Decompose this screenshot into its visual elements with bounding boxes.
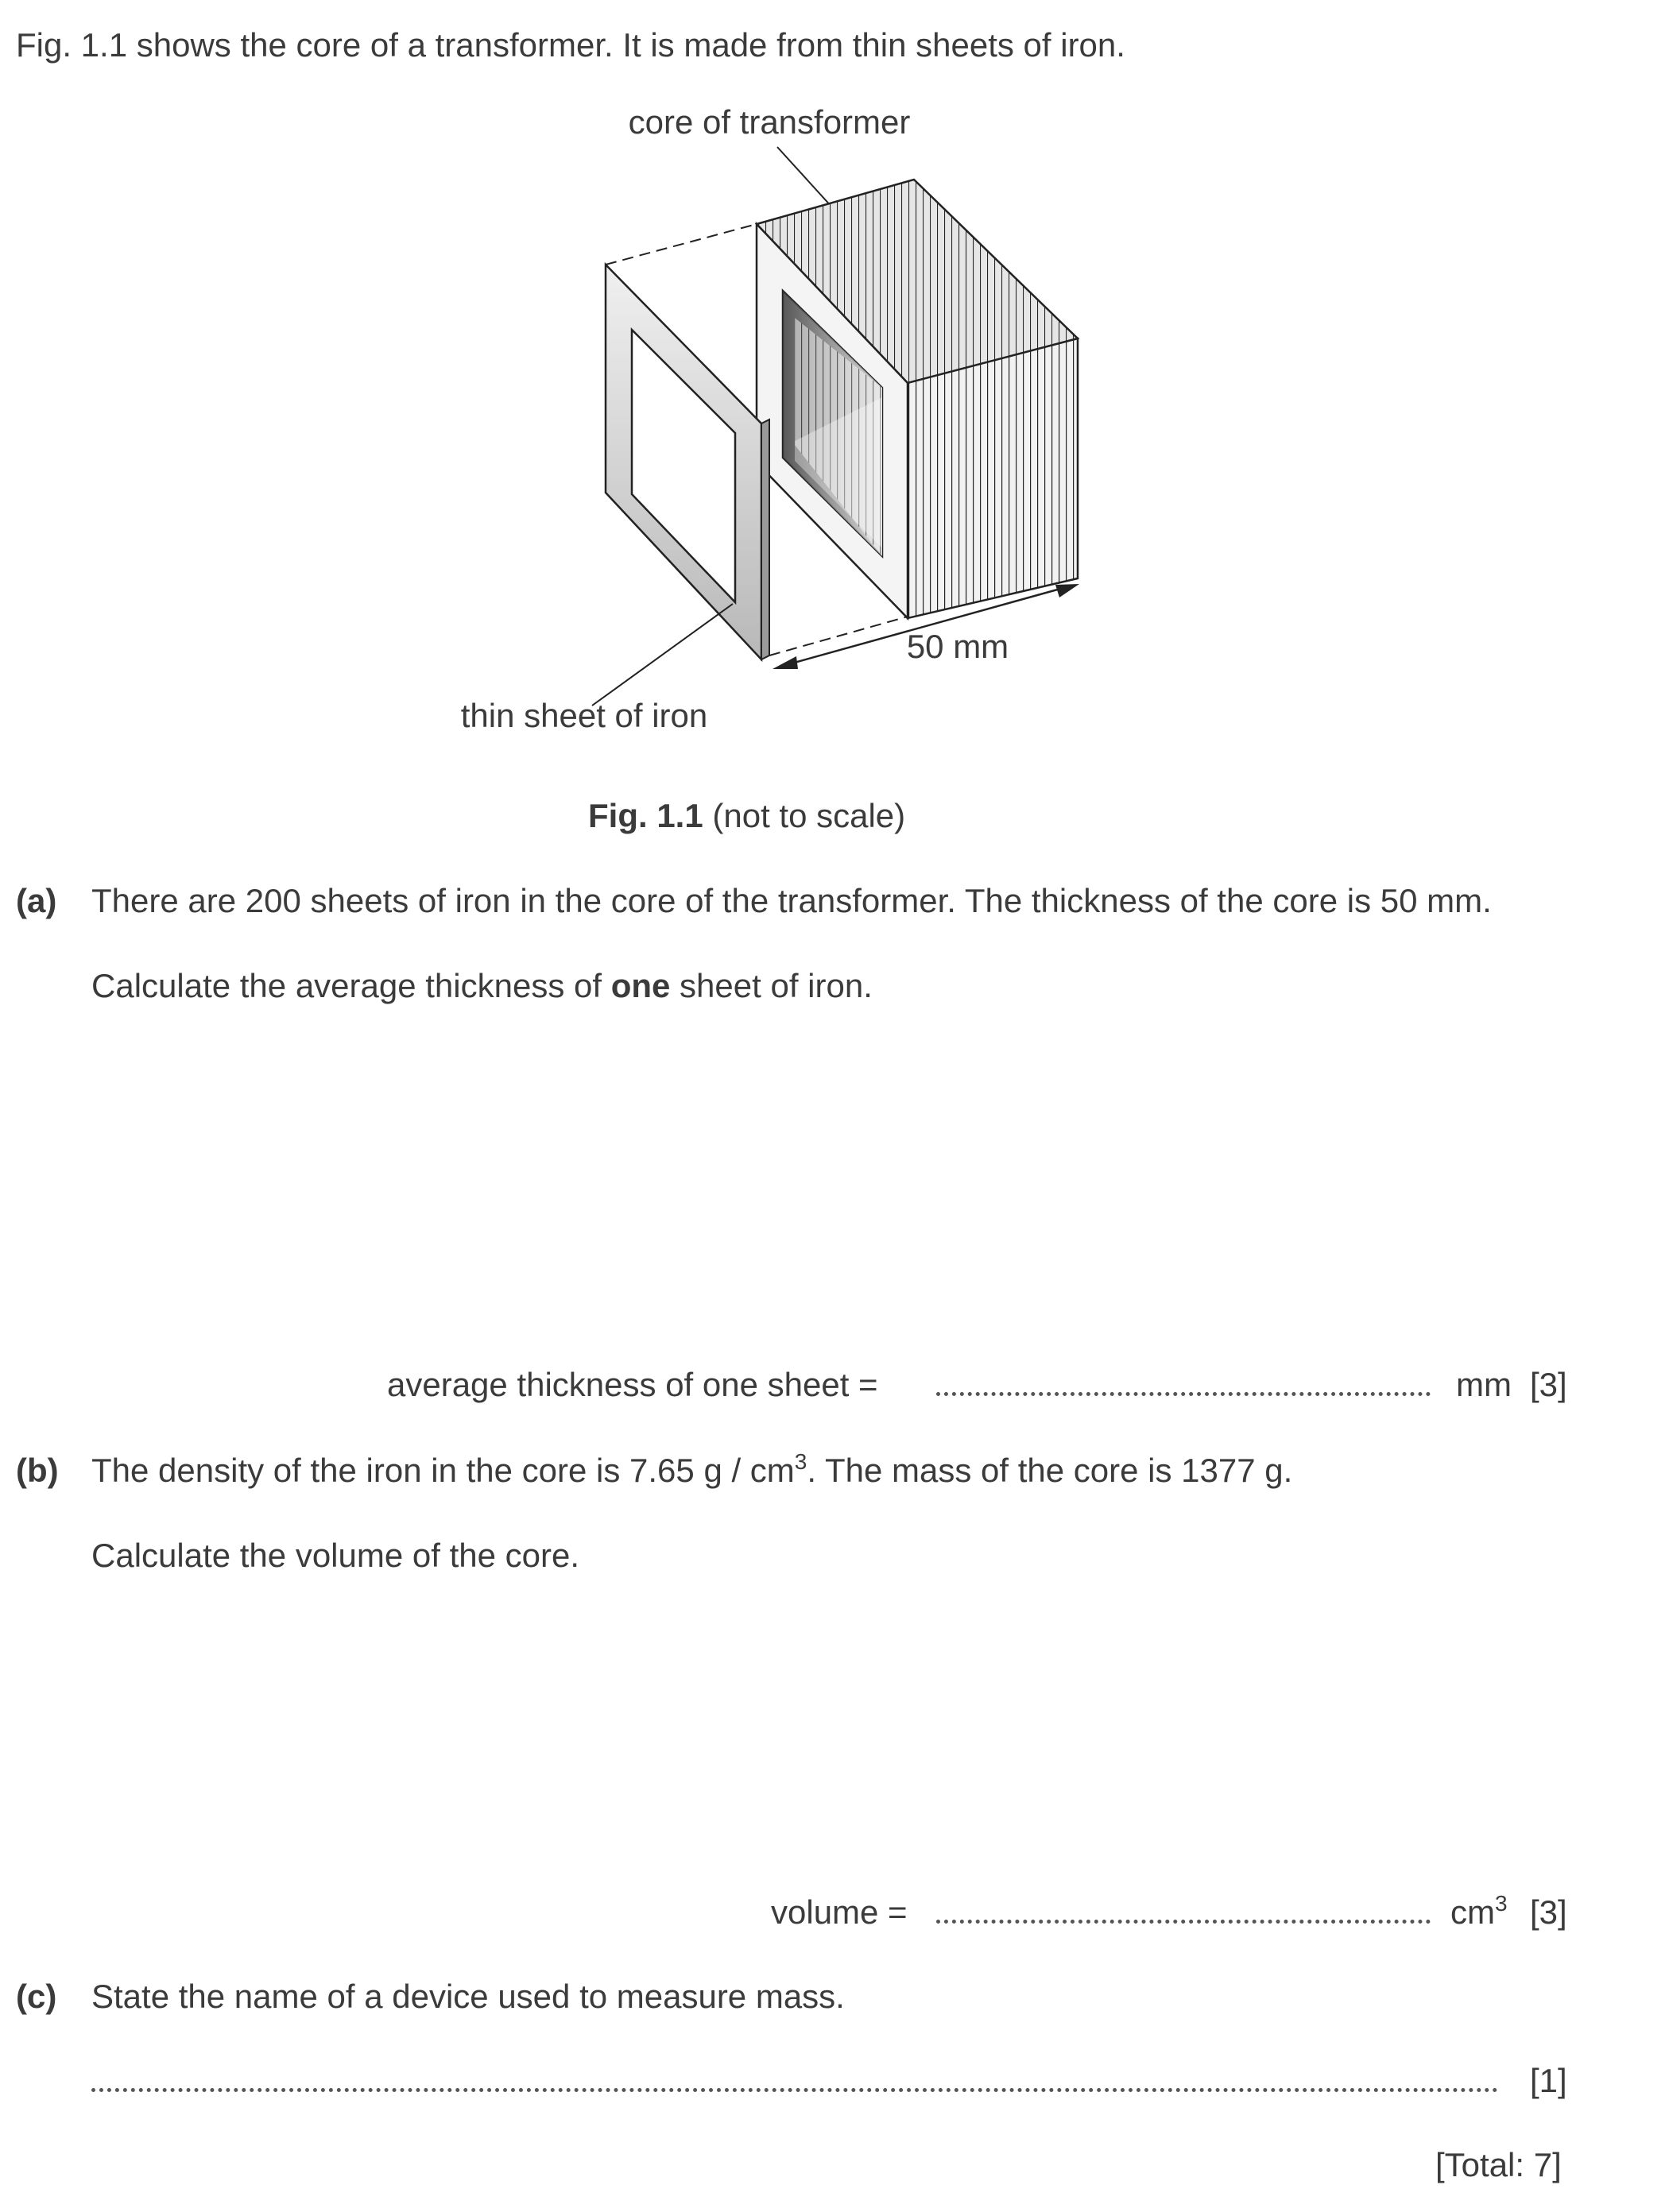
leader-sheet [592, 604, 733, 706]
part-c-marks: [1] [1530, 2062, 1567, 2099]
total-marks: [Total: 7] [1435, 2146, 1562, 2183]
part-b-instruction: Calculate the volume of the core. [91, 1537, 580, 1574]
part-b-unit-base: cm [1450, 1893, 1495, 1931]
leader-core [777, 147, 833, 208]
part-b-answer-line[interactable] [936, 1920, 1431, 1924]
part-a-answer-label: average thickness of one sheet = [387, 1366, 878, 1403]
part-c-text: State the name of a device used to measure mass. [91, 1978, 845, 2015]
part-a-answer-line[interactable] [936, 1392, 1431, 1396]
part-b-text [91, 1449, 1293, 1489]
part-a-instruction-post: sheet of iron. [670, 967, 873, 1004]
part-b-text-post: . The mass of the core is 1377 g. [807, 1452, 1293, 1489]
part-b-marks: [3] [1530, 1893, 1567, 1931]
part-a-label: (a) [16, 882, 57, 919]
part-a-instruction-pre: Calculate the average thickness of [91, 967, 611, 1004]
part-b-unit [1450, 1891, 1508, 1931]
intro-text: Fig. 1.1 shows the core of a transformer. It is made from thin sheets of iron. [16, 26, 1125, 64]
part-b-answer-label: volume = [771, 1893, 908, 1931]
part-a-instruction-bold: one [610, 967, 671, 1004]
label-50mm: 50 mm [906, 628, 1009, 665]
part-b-label: (b) [16, 1452, 59, 1489]
label-thin-sheet-of-iron: thin sheet of iron [460, 697, 708, 734]
figure-caption [588, 799, 905, 833]
caption-rest: (not to scale) [712, 797, 906, 834]
part-a-text: There are 200 sheets of iron in the core of the transformer. The thickness of the core is 50 mm. [91, 882, 1492, 919]
part-a-unit: mm [1456, 1366, 1512, 1403]
part-c-label: (c) [16, 1978, 57, 2015]
transformer-core-figure [0, 0, 1669, 795]
part-b-text-sup: 3 [794, 1449, 807, 1474]
part-a-marks: [3] [1530, 1366, 1567, 1403]
part-b-text-pre: The density of the iron in the core is 7.65 g / cm [91, 1452, 795, 1489]
sheet-edge [761, 420, 769, 659]
label-core-of-transformer: core of transformer [628, 103, 911, 141]
caption-bold: Fig. 1.1 [588, 797, 703, 834]
part-c-answer-line[interactable] [91, 2088, 1498, 2092]
part-a-instruction [91, 969, 873, 1003]
part-b-unit-sup: 3 [1495, 1891, 1508, 1916]
core-right-face [908, 338, 1078, 618]
